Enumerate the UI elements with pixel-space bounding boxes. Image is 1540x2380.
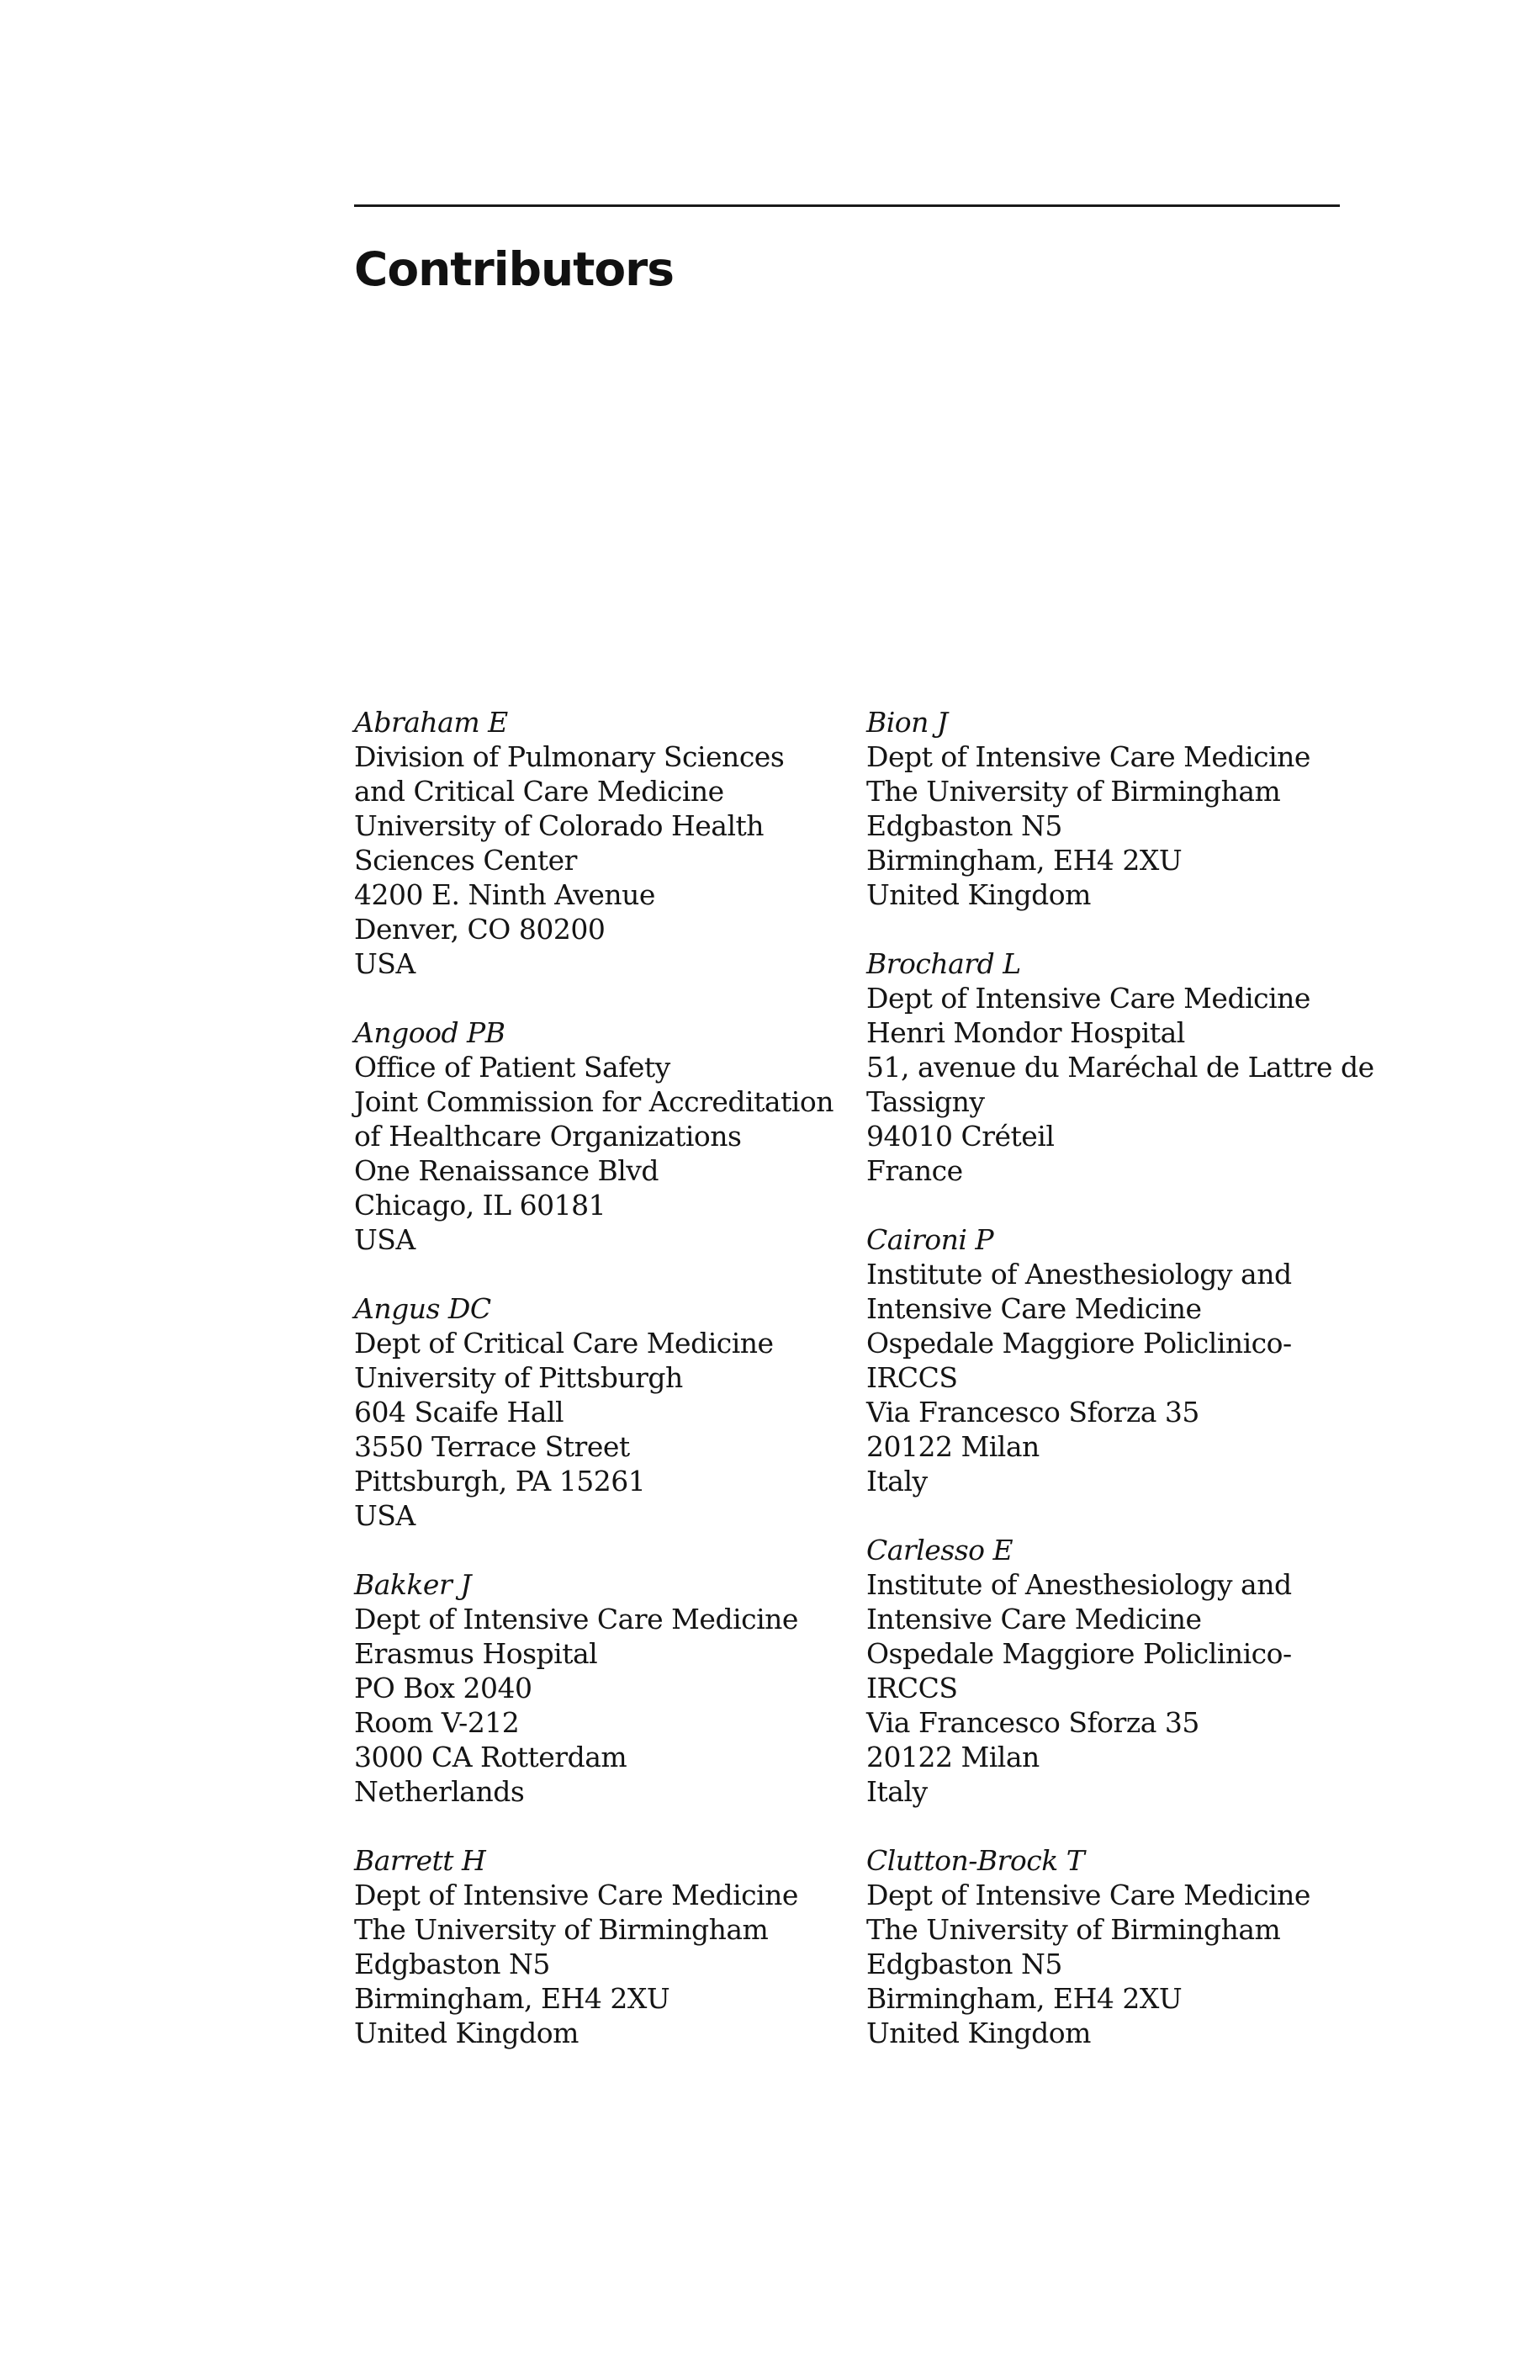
contributor-address-line: Division of Pulmonary Sciences xyxy=(354,740,785,773)
contributor-address-line: IRCCS xyxy=(866,1361,958,1394)
contributor-address-line: Sciences Center xyxy=(354,844,577,877)
contributor-address-line: University of Pittsburgh xyxy=(354,1361,683,1394)
contributor-address-line: The University of Birmingham xyxy=(354,1913,769,1946)
contributor-address-line: Pittsburgh, PA 15261 xyxy=(354,1465,646,1497)
contributor-address-line: USA xyxy=(354,947,415,980)
contributor-address-line: Room V-212 xyxy=(354,1706,520,1739)
contributor-entry xyxy=(354,1843,859,2050)
contributor-entry xyxy=(354,705,859,981)
contributor-address-line: France xyxy=(866,1154,963,1187)
contributor-address-line: Chicago, IL 60181 xyxy=(354,1189,606,1222)
contributor-name: Angood PB xyxy=(354,1016,505,1049)
contributor-address-line: Netherlands xyxy=(354,1775,525,1808)
contributor-address-line: Via Francesco Sforza 35 xyxy=(866,1706,1199,1739)
contributor-address-line: 94010 Créteil xyxy=(866,1120,1055,1153)
contributor-address-line: Erasmus Hospital xyxy=(354,1637,598,1670)
contributor-name: Bakker J xyxy=(354,1568,471,1601)
contributor-address-line: Italy xyxy=(866,1465,928,1497)
contributor-address-line: The University of Birmingham xyxy=(866,1913,1281,1946)
contributor-address-line: Denver, CO 80200 xyxy=(354,913,606,946)
title-rule xyxy=(354,204,1340,207)
contributor-name: Barrett H xyxy=(354,1844,486,1877)
contributor-address-line: 3550 Terrace Street xyxy=(354,1430,630,1463)
contributor-address-line: Italy xyxy=(866,1775,928,1808)
contributor-entry xyxy=(866,1222,1371,1498)
contributor-address-line: Dept of Intensive Care Medicine xyxy=(354,1879,798,1911)
contributor-entry xyxy=(354,1291,859,1533)
contributor-address-line: Intensive Care Medicine xyxy=(866,1292,1202,1325)
contributor-address-line: IRCCS xyxy=(866,1672,958,1704)
contributor-entry xyxy=(354,1567,859,1809)
page-title: Contributors xyxy=(354,242,675,296)
contributor-entry xyxy=(866,705,1371,912)
contributor-name: Clutton-Brock T xyxy=(866,1844,1085,1877)
contributor-address-line: One Renaissance Blvd xyxy=(354,1154,659,1187)
contributor-address-line: The University of Birmingham xyxy=(866,775,1281,808)
contributor-address-line: Birmingham, EH4 2XU xyxy=(866,844,1183,877)
contributor-name: Brochard L xyxy=(866,947,1021,980)
contributor-address-line: USA xyxy=(354,1223,415,1256)
contributor-name: Bion J xyxy=(866,706,948,739)
contributor-name: Caironi P xyxy=(866,1223,994,1256)
contributor-address-line: Birmingham, EH4 2XU xyxy=(354,1982,670,2015)
contributor-entry xyxy=(866,946,1374,1188)
contributor-address-line: 20122 Milan xyxy=(866,1741,1040,1773)
contributor-address-line: United Kingdom xyxy=(354,2017,579,2049)
contributor-address-line: Dept of Intensive Care Medicine xyxy=(866,1879,1310,1911)
contributor-address-line: 20122 Milan xyxy=(866,1430,1040,1463)
contributor-address-line: Ospedale Maggiore Policlinico- xyxy=(866,1327,1292,1360)
contributor-address-line: Edgbaston N5 xyxy=(354,1948,550,1980)
contributor-address-line: United Kingdom xyxy=(866,878,1091,911)
contributor-address-line: United Kingdom xyxy=(866,2017,1091,2049)
contributor-address-line: PO Box 2040 xyxy=(354,1672,532,1704)
contributor-address-line: 604 Scaife Hall xyxy=(354,1396,564,1429)
contributor-address-line: and Critical Care Medicine xyxy=(354,775,724,808)
contributor-address-line: Via Francesco Sforza 35 xyxy=(866,1396,1199,1429)
contributor-address-line: Henri Mondor Hospital xyxy=(866,1016,1185,1049)
contributor-address-line: Dept of Intensive Care Medicine xyxy=(354,1603,798,1635)
contributor-address-line: Edgbaston N5 xyxy=(866,809,1062,842)
contributor-name: Abraham E xyxy=(354,706,508,739)
contributor-address-line: Birmingham, EH4 2XU xyxy=(866,1982,1183,2015)
contributor-address-line: of Healthcare Organizations xyxy=(354,1120,742,1153)
contributor-address-line: Institute of Anesthesiology and xyxy=(866,1258,1292,1291)
contributor-entry xyxy=(866,1843,1371,2050)
contributor-address-line: 51, avenue du Maréchal de Lattre de xyxy=(866,1051,1374,1084)
contributor-name: Carlesso E xyxy=(866,1534,1013,1566)
contributor-entry xyxy=(866,1533,1371,1809)
contributor-name: Angus DC xyxy=(354,1292,491,1325)
contributor-entry xyxy=(354,1015,859,1257)
contributor-address-line: Intensive Care Medicine xyxy=(866,1603,1202,1635)
contributor-address-line: USA xyxy=(354,1499,415,1532)
contributor-address-line: Office of Patient Safety xyxy=(354,1051,670,1084)
contributor-address-line: Dept of Intensive Care Medicine xyxy=(866,982,1310,1015)
contributor-address-line: Dept of Critical Care Medicine xyxy=(354,1327,774,1360)
contributor-address-line: Institute of Anesthesiology and xyxy=(866,1568,1292,1601)
contributor-address-line: 4200 E. Ninth Avenue xyxy=(354,878,655,911)
contributor-address-line: Tassigny xyxy=(866,1085,985,1118)
contributors-column-right xyxy=(866,705,1374,2085)
contributor-address-line: Dept of Intensive Care Medicine xyxy=(866,740,1310,773)
contributor-address-line: Joint Commission for Accreditation xyxy=(354,1085,834,1118)
contributor-address-line: 3000 CA Rotterdam xyxy=(354,1741,627,1773)
contributors-column-left xyxy=(354,705,859,2085)
contributor-address-line: University of Colorado Health xyxy=(354,809,765,842)
contributor-address-line: Edgbaston N5 xyxy=(866,1948,1062,1980)
contributor-address-line: Ospedale Maggiore Policlinico- xyxy=(866,1637,1292,1670)
